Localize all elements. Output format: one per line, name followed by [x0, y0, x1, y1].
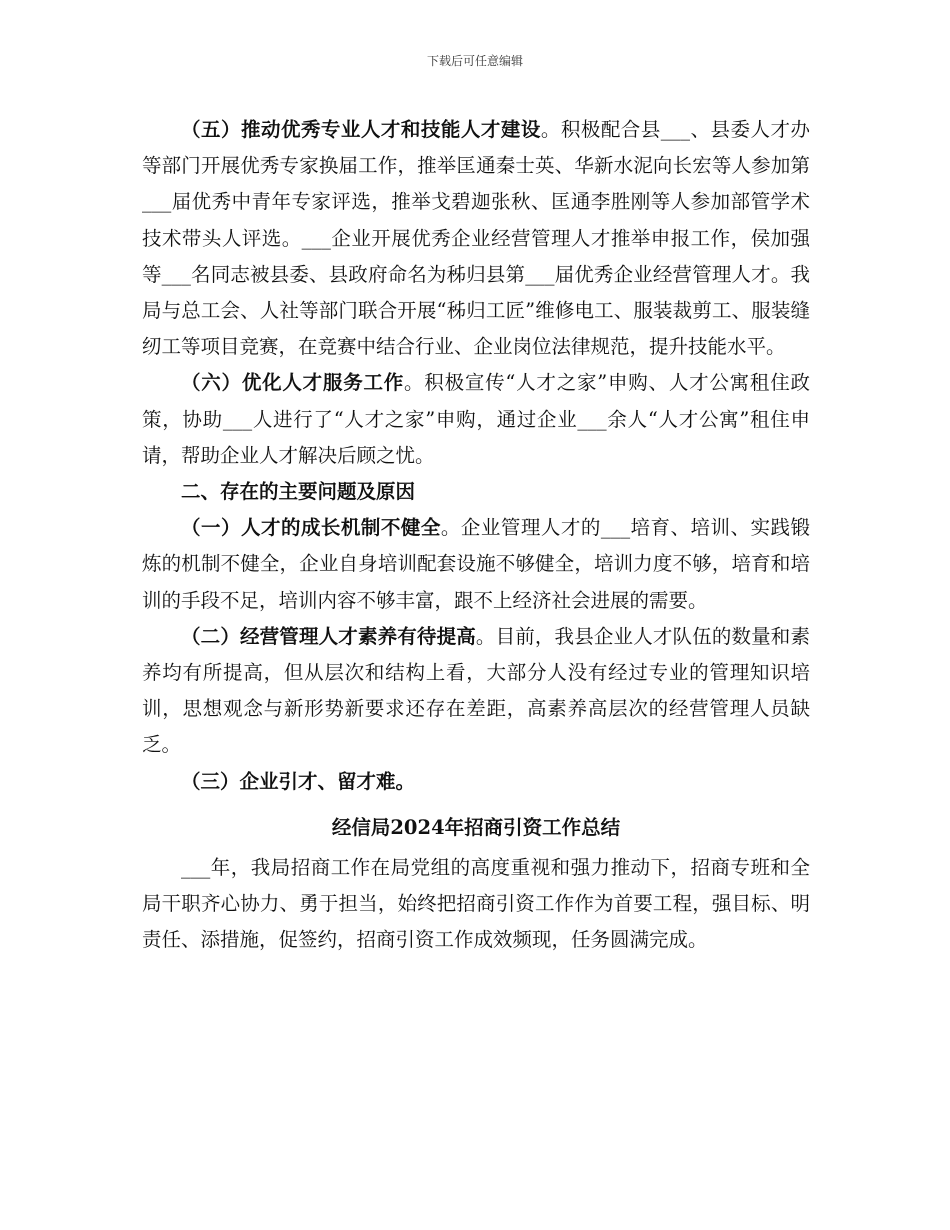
paragraph-problem-two	[142, 619, 810, 764]
problem-one-heading: （一）人才的成长机制不健全	[181, 516, 441, 540]
paragraph-six-text: 。积极宣传“人才之家”申购、人才公寓租住政策，协助___人进行了“人才之家”申购，通过企业___余人“人才公寓”租住申请，帮助企业人才解决后顾之忧。	[142, 371, 810, 467]
section-heading-problems: 二、存在的主要问题及原因	[181, 480, 416, 504]
paragraph-six	[142, 365, 810, 474]
paragraph-problem-one	[142, 510, 810, 619]
problem-two-heading: （二）经营管理人才素养有待提高	[181, 624, 476, 648]
document-title: 经信局2024年招商引资工作总结	[331, 815, 621, 839]
problem-one-text: 。企业管理人才的___培育、培训、实践锻炼的机制不健全，企业自身培训配套设施不够健全，培训力度不够，培育和培训的手段不足，培训内容不够丰富，跟不上经济社会进展的需要。	[142, 516, 810, 612]
problem-two-text: 。目前，我县企业人才队伍的数量和素养均有所提高，但从层次和结构上看，大部分人没有经过专业的管理知识培训，思想观念与新形势新要求还存在差距，高素养高层次的经营管理人员缺乏。	[142, 624, 810, 757]
page-header: 下载后可任意编辑	[426, 54, 523, 68]
paragraph-six-heading: （六）优化人才服务工作	[181, 371, 405, 395]
paragraph-five-text: 。积极配合县___、县委人才办等部门开展优秀专家换届工作，推举匡通秦士英、华新水泥向长宏等人参加第___届优秀中青年专家评选，推举戈碧迦张秋、匡通李胜刚等人参加部管学术技术带头人评选。___企业开展优秀企业经营管理人才推举申报工作，侯加强等___名同志被县委、县政府命名为秭归县第___届优秀企业经营管理人才。我局与总工会、人社等部门联合开展“秭归工匠”维修电工、服装裁剪工、服装缝纫工等项目竞赛，在竞赛中结合行业、企业岗位法律规范，提升技能水平。	[142, 118, 810, 359]
paragraph-summary: ___年，我局招商工作在局党组的高度重视和强力推动下，招商专班和全局干职齐心协力、勇于担当，始终把招商引资工作作为首要工程，强目标、明责任、添措施，促签约，招商引资工作成效频现，任务圆满完成。	[142, 856, 810, 952]
paragraph-five	[142, 112, 810, 365]
paragraph-five-heading: （五）推动优秀专业人才和技能人才建设	[181, 118, 541, 141]
document-body	[142, 112, 810, 959]
problem-three-heading: （三）企业引才、留才难。	[181, 769, 416, 793]
